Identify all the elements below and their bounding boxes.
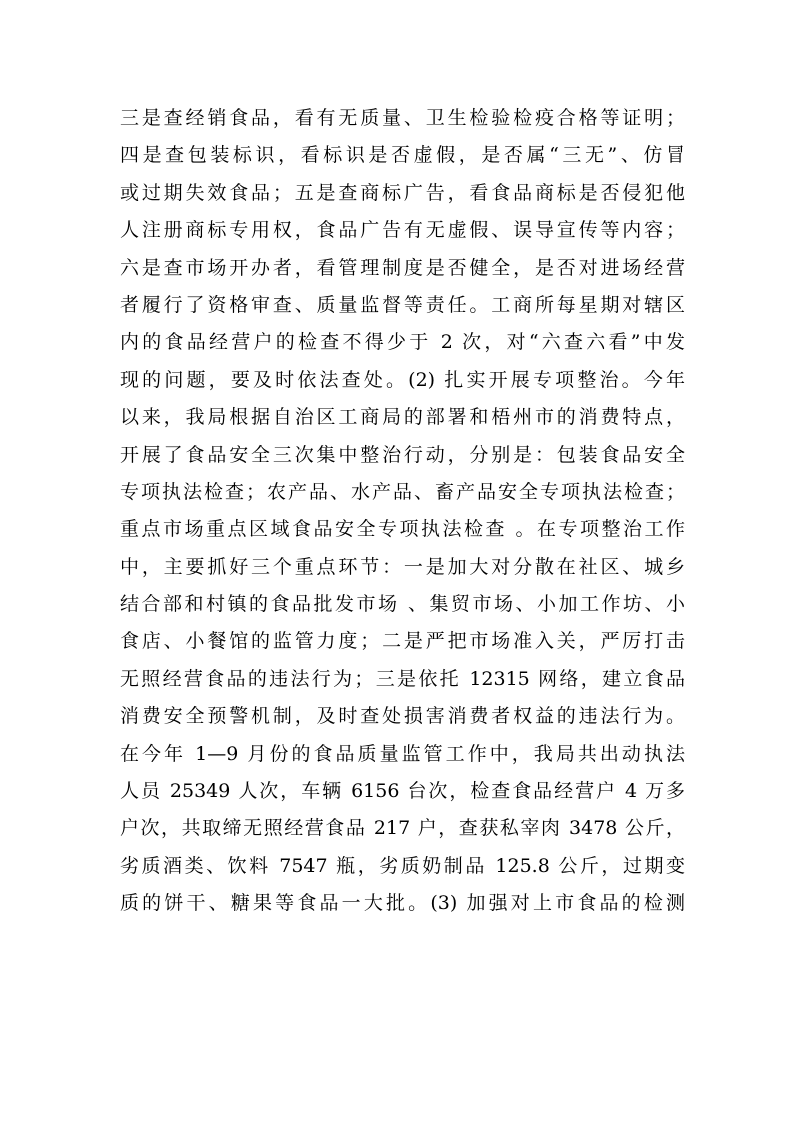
text-line: 食店、小餐馆的监管力度；二是严把市场准入关，严厉打击: [120, 630, 685, 653]
text-line: 户次，共取缔无照经营食品 217 户，查获私宰肉 3478 公斤，: [120, 817, 685, 840]
text-line: 或过期失效食品；五是查商标广告，看食品商标是否侵犯他: [120, 181, 685, 204]
text-line: 现的问题，要及时依法查处。(2) 扎实开展专项整治。今年: [120, 368, 685, 391]
text-line: 六是查市场开办者，看管理制度是否健全，是否对进场经营: [120, 256, 685, 279]
text-line: 重点市场重点区域食品安全专项执法检查 。在专项整治工作: [120, 518, 685, 541]
text-line: 四是查包装标识，看标识是否虚假，是否属“三无”、仿冒: [120, 144, 685, 167]
text-line: 在今年 1—9 月份的食品质量监管工作中，我局共出动执法: [120, 742, 685, 765]
text-line: 以来，我局根据自治区工商局的部署和梧州市的消费特点，: [120, 406, 685, 429]
text-line: 质的饼干、糖果等食品一大批。(3) 加强对上市食品的检测: [120, 892, 685, 915]
text-line: 无照经营食品的违法行为；三是依托 12315 网络，建立食品: [120, 667, 685, 690]
text-line: 中，主要抓好三个重点环节：一是加大对分散在社区、城乡: [120, 555, 685, 578]
text-line: 专项执法检查；农产品、水产品、畜产品安全专项执法检查；: [120, 480, 685, 503]
text-line: 内的食品经营户的检查不得少于 2 次，对“六查六看”中发: [120, 331, 685, 354]
text-line: 结合部和村镇的食品批发市场 、集贸市场、小加工作坊、小: [120, 593, 685, 616]
text-line: 开展了食品安全三次集中整治行动，分别是：包装食品安全: [120, 443, 685, 466]
text-line: 三是查经销食品，看有无质量、卫生检验检疫合格等证明；: [120, 107, 685, 129]
text-line: 人注册商标专用权，食品广告有无虚假、误导宣传等内容；: [120, 219, 685, 242]
text-line: 劣质酒类、饮料 7547 瓶，劣质奶制品 125.8 公斤，过期变: [120, 854, 685, 877]
text-line: 人员 25349 人次，车辆 6156 台次，检查食品经营户 4 万多: [120, 780, 685, 803]
text-line: 消费安全预警机制，及时查处损害消费者权益的违法行为。: [120, 705, 685, 728]
body-text: [120, 100, 685, 923]
text-line: 者履行了资格审查、质量监督等责任。工商所每星期对辖区: [120, 293, 685, 316]
